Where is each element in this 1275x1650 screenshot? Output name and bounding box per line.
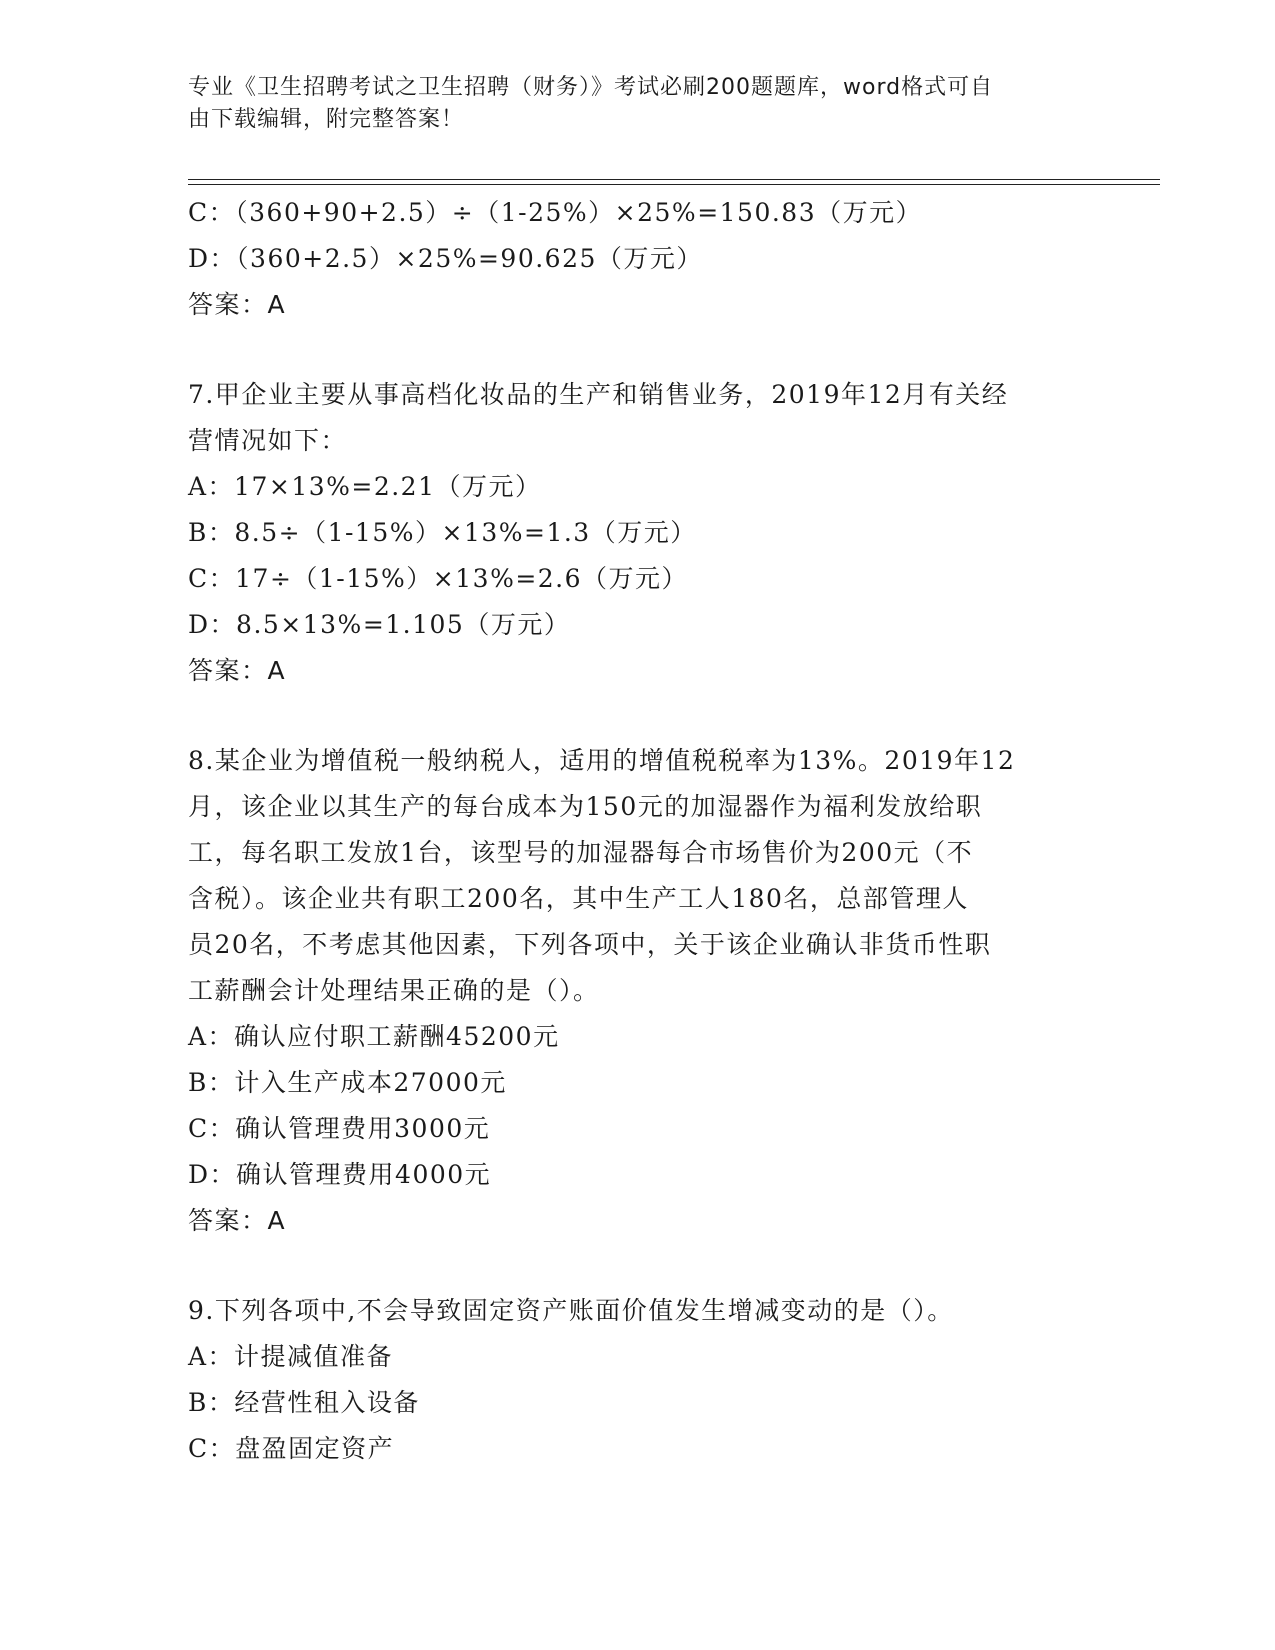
q8-stem-line-5: 员20名，不考虑其他因素，下列各项中，关于该企业确认非货币性职 xyxy=(188,930,992,959)
header-divider-bottom xyxy=(188,184,1160,185)
question-8 xyxy=(188,738,1088,1244)
q9-option-b: B：经营性租入设备 xyxy=(188,1388,420,1417)
q7-option-c: C：17÷（1-15%）×13%=2.6（万元） xyxy=(188,564,689,593)
header-line-1: 专业《卫生招聘考试之卫生招聘（财务）》考试必刷200题题库，word格式可自 xyxy=(188,75,994,100)
q8-stem-line-4: 含税）。该企业共有职工200名，其中生产工人180名，总部管理人 xyxy=(188,884,969,913)
q7-stem-line-1: 7.甲企业主要从事高档化妆品的生产和销售业务，2019年12月有关经 xyxy=(188,380,1009,409)
question-7 xyxy=(188,372,1088,694)
document-header xyxy=(188,72,1088,136)
spacer xyxy=(188,1244,1088,1288)
q8-option-a: A：确认应付职工薪酬45200元 xyxy=(188,1022,560,1051)
q8-stem-line-6: 工薪酬会计处理结果正确的是（）。 xyxy=(188,976,600,1005)
q8-answer: 答案：A xyxy=(188,1206,287,1235)
q9-option-a: A：计提减值准备 xyxy=(188,1342,394,1371)
q6-answer: 答案：A xyxy=(188,290,287,319)
q7-option-d: D：8.5×13%=1.105（万元） xyxy=(188,610,571,639)
q8-stem-line-3: 工，每名职工发放1台，该型号的加湿器每合市场售价为200元（不 xyxy=(188,838,974,867)
question-content xyxy=(188,190,1088,1472)
q7-option-a: A：17×13%=2.21（万元） xyxy=(188,472,542,501)
q7-answer: 答案：A xyxy=(188,656,287,685)
question-9 xyxy=(188,1288,1088,1472)
question-6-tail xyxy=(188,190,1088,328)
spacer xyxy=(188,694,1088,738)
q8-option-b: B：计入生产成本27000元 xyxy=(188,1068,507,1097)
header-line-2: 由下载编辑，附完整答案！ xyxy=(188,107,465,132)
q6-option-c: C：（360+90+2.5）÷（1-25%）×25%=150.83（万元） xyxy=(188,198,923,227)
spacer xyxy=(188,328,1088,372)
q8-option-c: C：确认管理费用3000元 xyxy=(188,1114,491,1143)
q9-option-c: C：盘盈固定资产 xyxy=(188,1434,395,1463)
header-divider-top xyxy=(188,179,1160,180)
q6-option-d: D：（360+2.5）×25%=90.625（万元） xyxy=(188,244,703,273)
q7-option-b: B：8.5÷（1-15%）×13%=1.3（万元） xyxy=(188,518,697,547)
q7-stem-line-2: 营情况如下： xyxy=(188,426,348,455)
q8-stem-line-1: 8.某企业为增值税一般纳税人，适用的增值税税率为13%。2019年12 xyxy=(188,746,1016,775)
q9-stem-line-1: 9.下列各项中,不会导致固定资产账面价值发生增减变动的是（）。 xyxy=(188,1296,954,1325)
q8-stem-line-2: 月，该企业以其生产的每台成本为150元的加湿器作为福利发放给职 xyxy=(188,792,983,821)
q8-option-d: D：确认管理费用4000元 xyxy=(188,1160,492,1189)
